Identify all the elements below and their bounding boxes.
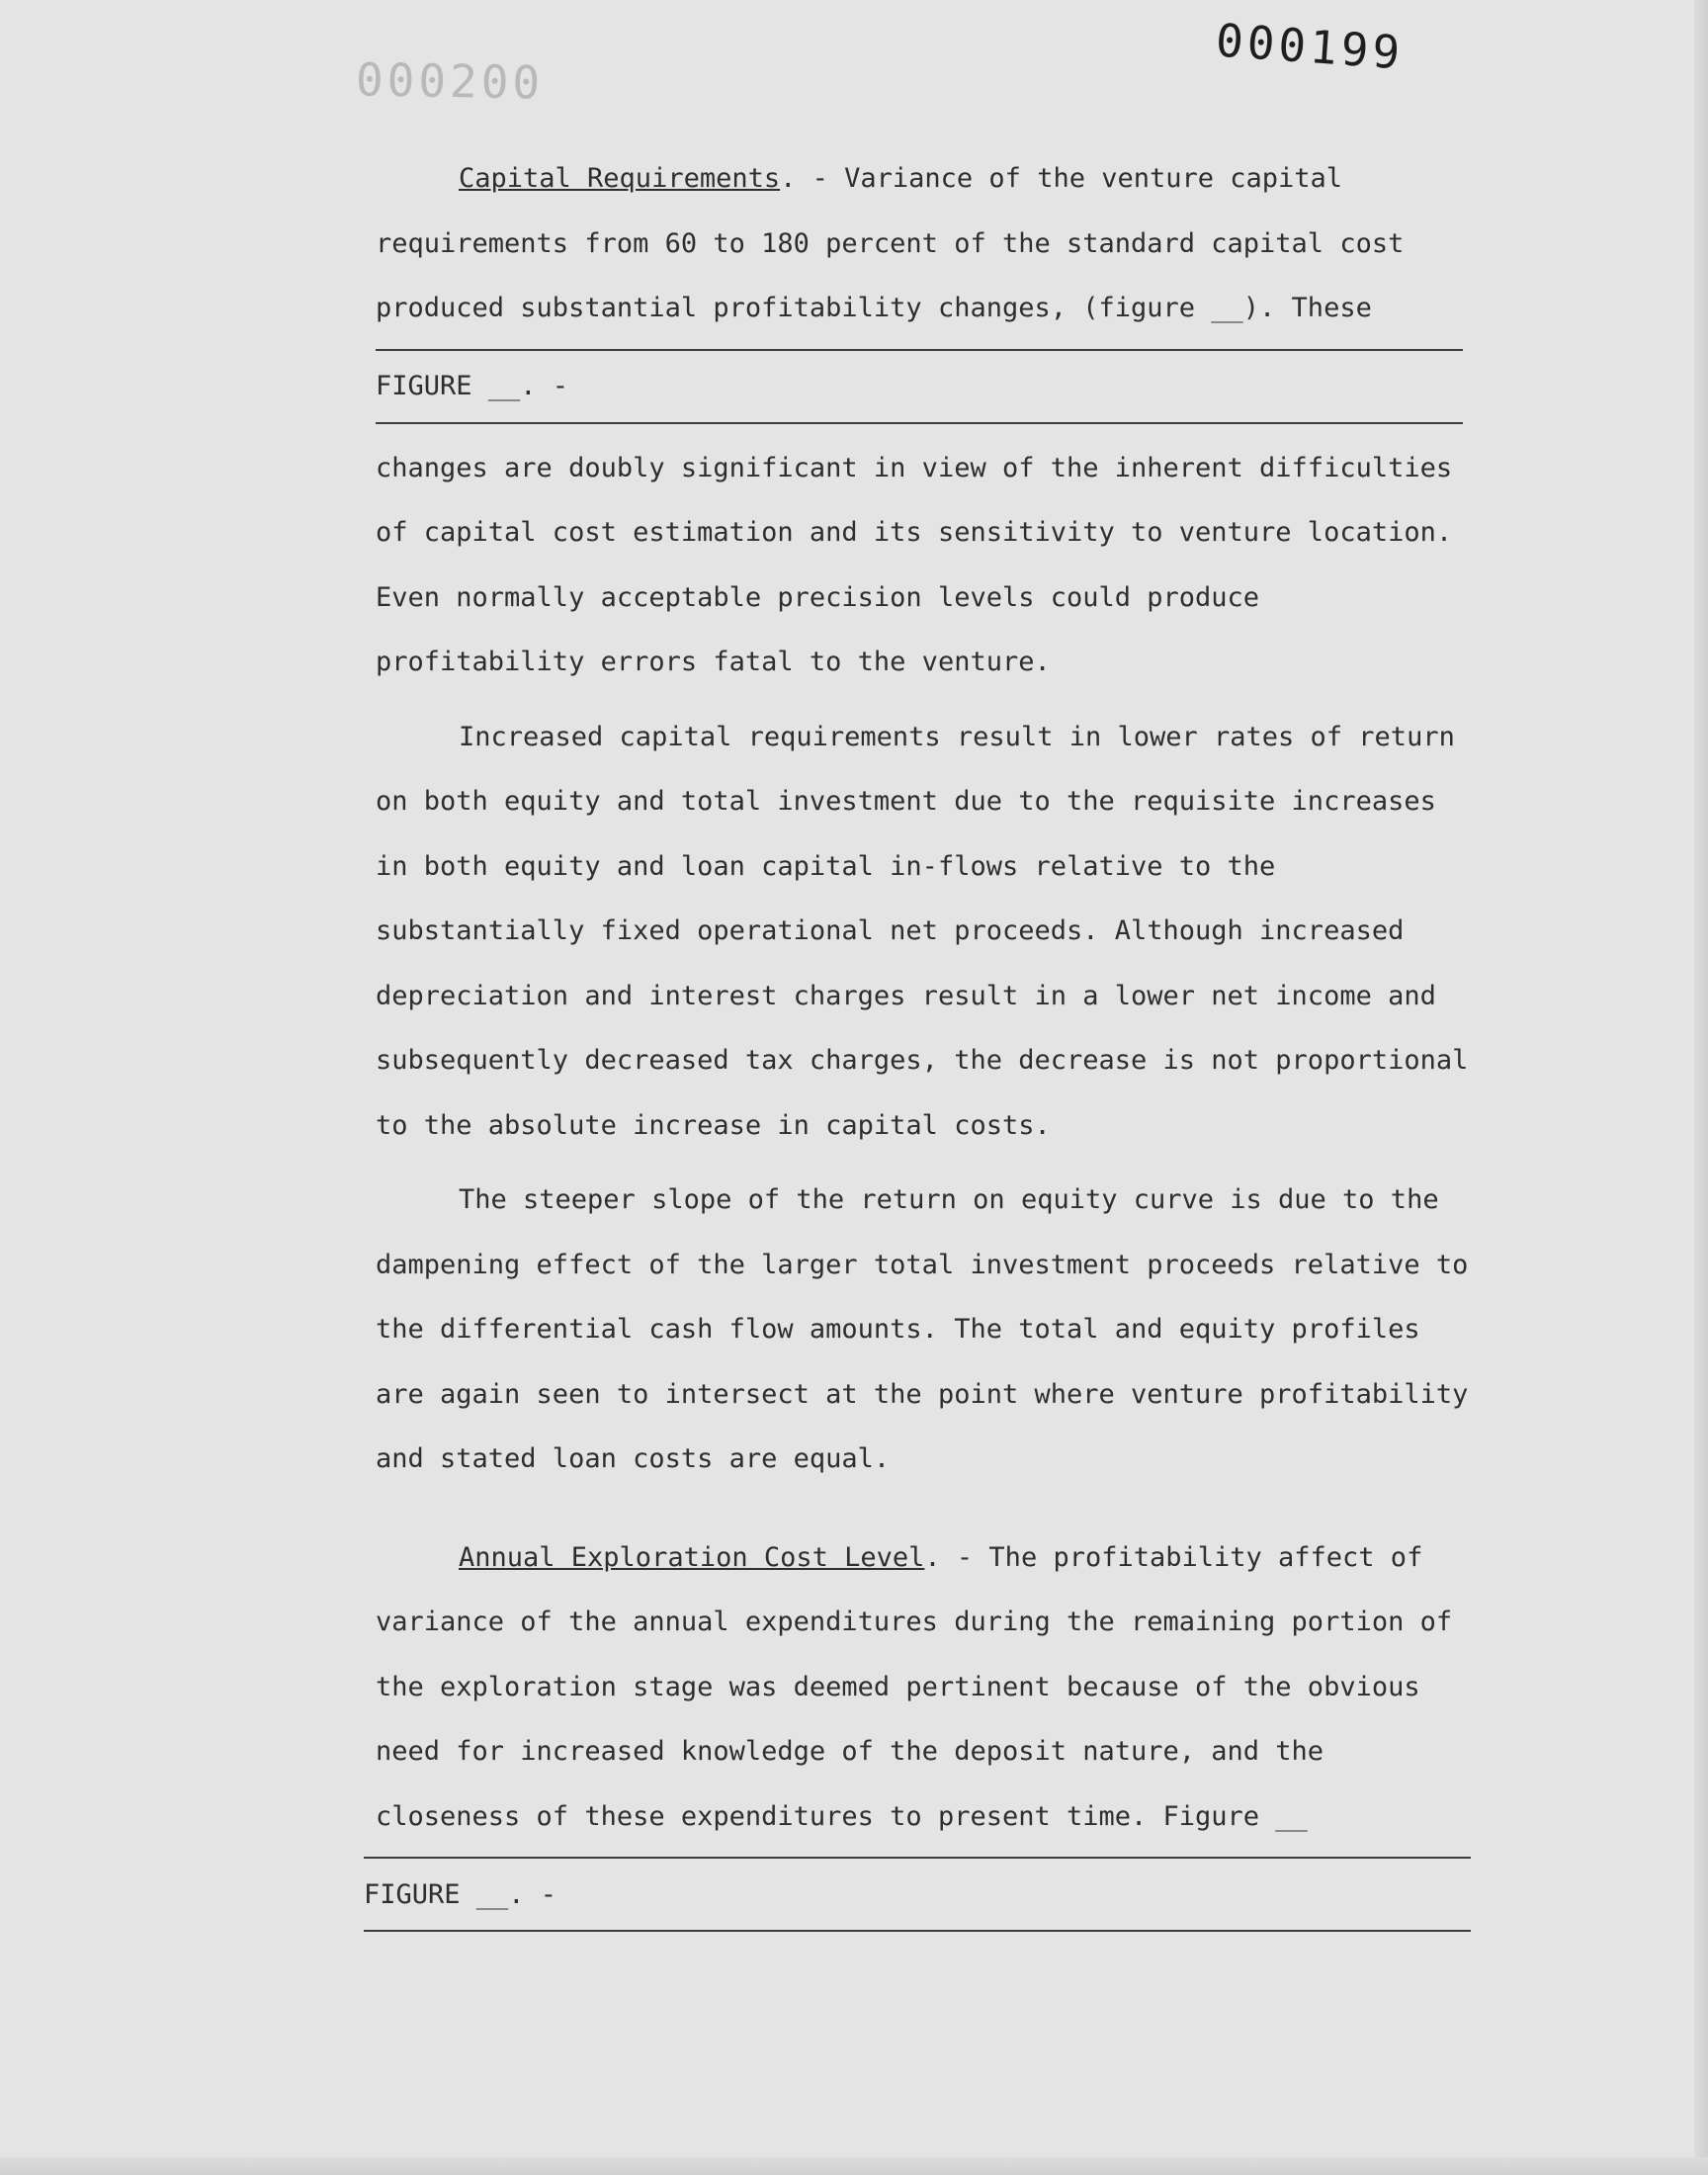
section-heading-annual-exploration: Annual Exploration Cost Level [459,1541,925,1573]
page-number-stamp: 000199 [1214,13,1406,80]
paragraph [376,436,1483,695]
section-annual-exploration-cost-level [376,1525,1483,1850]
section-intro-text: . - Variance of the venture capital requirements from 60 to 180 percent of the standard capital cost produced substantial profitability changes, (figure __). These [376,163,1405,323]
scan-edge-bottom [0,2157,1708,2175]
scan-edge-right [1694,0,1708,2175]
paragraph [376,705,1483,1159]
document-body [364,146,1483,1932]
ghost-page-number-stamp: 000200 [355,52,545,110]
paragraph-text: changes are doubly significant in view of the inherent difficulties of capital cost estimation and its sensitivity to venture location. Even normally acceptable precision levels could produce profitability errors fatal to the venture. [376,452,1453,677]
paragraph-text: The steeper slope of the return on equity curve is due to the dampening effect of the larger total investment proceeds relative to the differential cash flow amounts. The total and equity profiles are again seen to intersect at the point where venture profitability and stated loan costs are equal. [376,1184,1469,1474]
figure-placeholder-2 [364,1857,1471,1932]
section-heading-capital-requirements: Capital Requirements [459,163,781,194]
paragraph [376,1168,1483,1492]
figure-caption-2: FIGURE __. - [364,1878,557,1910]
section-capital-requirements [376,146,1483,341]
paragraph-text: Increased capital requirements result in lower rates of return on both equity and total investment due to the requisite increases in both equity and loan capital in-flows relative to the substantially fixed operational net proceeds. Although increased depreciation and interest charges result in a lower net income and subsequently decreased tax charges, the decrease is not proportional to the absolute increase in capital costs. [376,721,1469,1141]
figure-placeholder-1 [376,349,1463,424]
section-intro-text: . - The profitability affect of variance of the annual expenditures during the remaining portion of the exploration stage was deemed pertinent because of the obvious need for increased knowledge of the deposit nature, and the closeness of these expenditures to present time. Figure __ [376,1541,1453,1832]
figure-caption-1: FIGURE __. - [376,371,569,401]
